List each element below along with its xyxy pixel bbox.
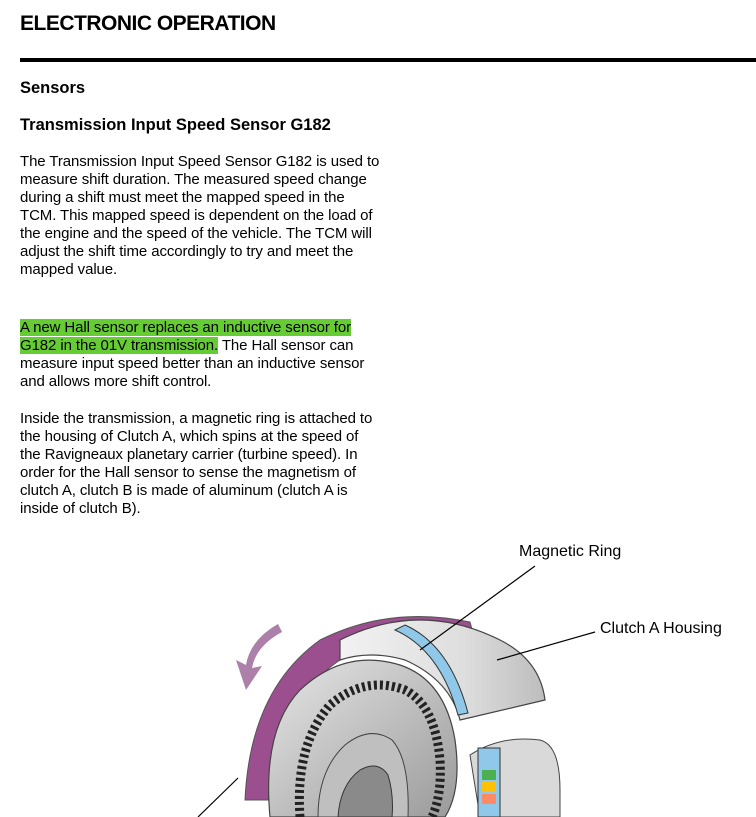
heading-sensor-name: Transmission Input Speed Sensor G182 xyxy=(20,116,331,134)
section-title: ELECTRONIC OPERATION xyxy=(20,12,276,35)
leader-lower-left xyxy=(198,778,238,817)
label-clutch-a-housing: Clutch A Housing xyxy=(600,620,722,637)
paragraph-hall-sensor-rest: The Hall sensor can measure input speed better than an inductive sensor and allows more shift control. xyxy=(20,337,365,390)
highlighted-text: A new Hall sensor replaces an inductive sensor for G182 in the 01V transmission. xyxy=(20,319,352,354)
heading-sensors: Sensors xyxy=(20,79,86,97)
paragraph-magnetic-ring: Inside the transmission, a magnetic ring is attached to the housing of Clutch A, which spins at the speed of the Ravigneaux planetary carrier (turbine speed). In order for the Hall sensor to sense the magnetism of clutch A, clutch B is made of aluminum (clutch A is inside of clutch B). xyxy=(20,410,373,517)
sensor-marker-orange xyxy=(482,794,496,804)
leader-clutch-a-housing xyxy=(497,632,595,660)
paragraph-shift-duration: The Transmission Input Speed Sensor G182 is used to measure shift duration. The measured speed change during a shift must meet the mapped speed in the TCM. This mapped speed is dependent on the load of the engine and the speed of the vehicle. The TCM will adjust the shift time accordingly to try and meet the mapped value. xyxy=(20,153,380,278)
rotation-arrow-icon xyxy=(236,624,282,690)
label-magnetic-ring: Magnetic Ring xyxy=(519,543,622,560)
sensor-marker-green xyxy=(482,770,496,780)
sensor-marker-yellow xyxy=(482,782,496,792)
